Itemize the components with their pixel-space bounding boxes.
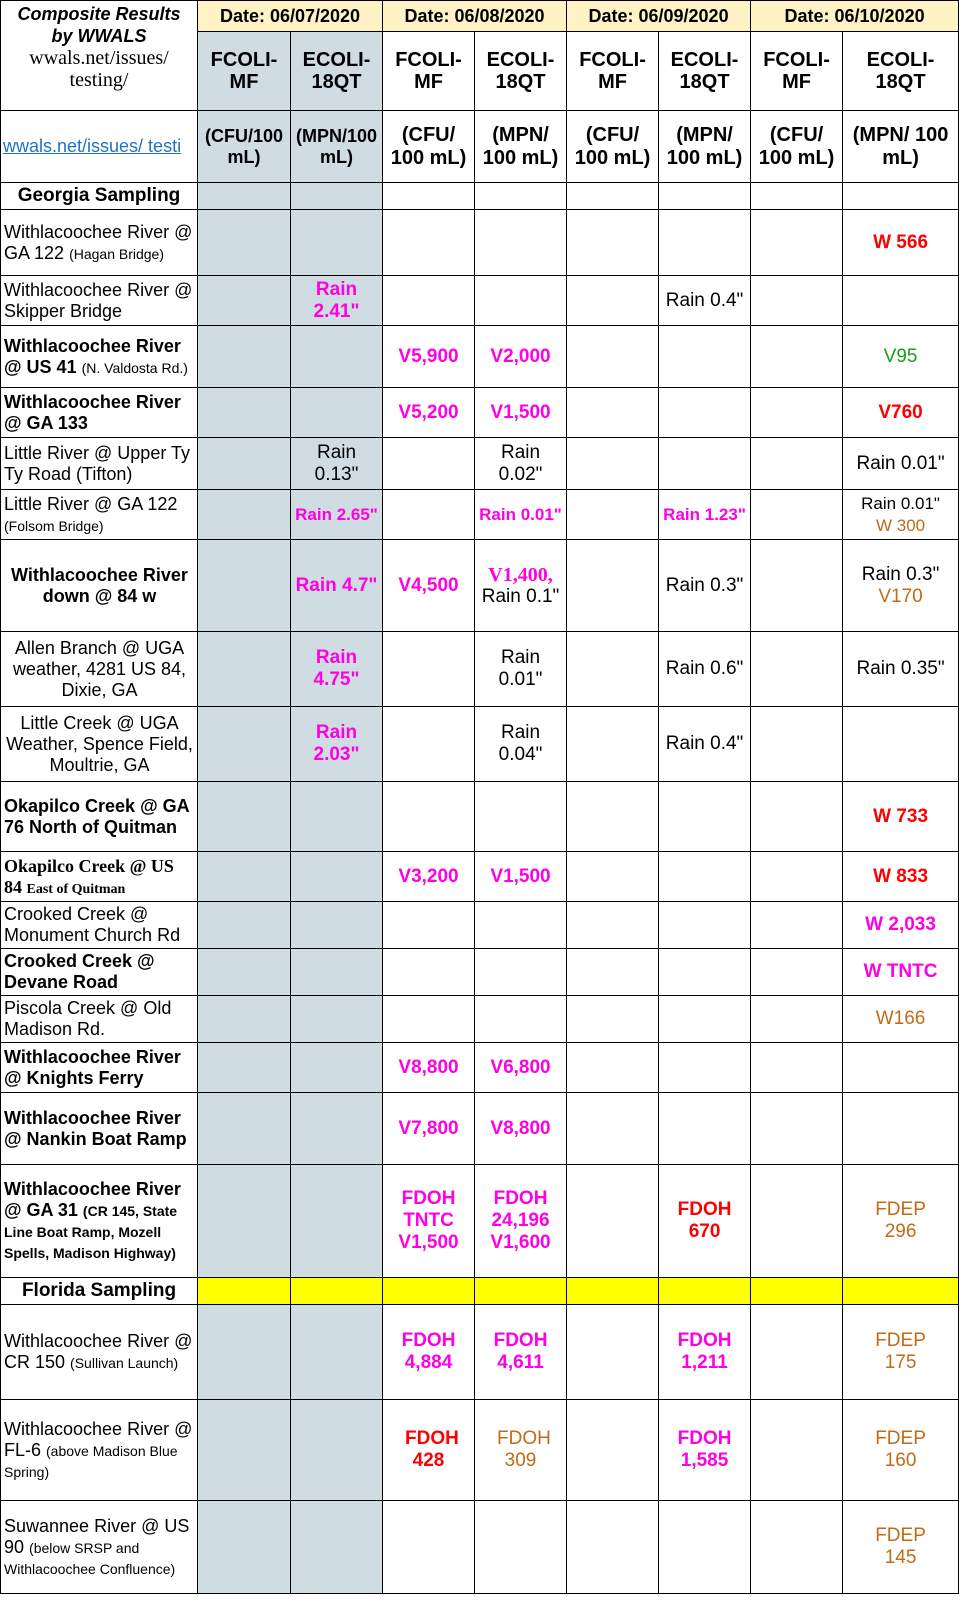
result-value: W166 (843, 996, 959, 1043)
section-bar-cell (659, 1278, 751, 1305)
result-value: Rain 4.7" (291, 540, 383, 632)
empty-cell (198, 540, 291, 632)
table-row (1, 276, 959, 326)
result-value: Rain 2.65" (291, 490, 383, 540)
empty-cell (751, 183, 843, 210)
rain-value: Rain 0.01" (861, 493, 940, 513)
empty-cell (567, 707, 659, 782)
site-main: Crooked Creek @ Monument Church Rd (4, 904, 181, 945)
site-name (1, 902, 198, 949)
empty-cell (567, 540, 659, 632)
site-main: Okapilco Creek @ GA 76 North of Quitman (4, 795, 189, 837)
result-value: V1,500 (475, 852, 567, 902)
site-sub: (Folsom Bridge) (4, 517, 104, 534)
result-value: V8,800 (475, 1093, 567, 1165)
empty-cell (198, 1400, 291, 1501)
empty-cell (383, 996, 475, 1043)
empty-cell (291, 1165, 383, 1278)
result-value: FDOH 1,211 (659, 1305, 751, 1400)
empty-cell (198, 183, 291, 210)
empty-cell (291, 326, 383, 388)
site-name (1, 438, 198, 490)
empty-cell (751, 1305, 843, 1400)
empty-cell (383, 1501, 475, 1594)
empty-cell (567, 852, 659, 902)
site-main: Okapilco Creek @ US 84 (4, 855, 174, 897)
site-sub: (CR 145, State Line Boat Ramp, Mozell Spells, Madison Highway) (4, 1203, 178, 1261)
empty-cell (567, 1501, 659, 1594)
empty-cell (843, 707, 959, 782)
empty-cell (567, 1043, 659, 1093)
result-value: V95 (843, 326, 959, 388)
title-line2: by WWALS (51, 26, 147, 46)
empty-cell (751, 852, 843, 902)
result-value (475, 540, 567, 632)
table-row (1, 540, 959, 632)
empty-cell (751, 540, 843, 632)
site-main: Withlacoochee River @ GA 31 (4, 1179, 181, 1220)
empty-cell (475, 996, 567, 1043)
table-row (1, 490, 959, 540)
empty-cell (567, 183, 659, 210)
empty-cell (198, 210, 291, 276)
empty-cell (383, 902, 475, 949)
empty-cell (843, 1043, 959, 1093)
site-name (1, 949, 198, 996)
result-value: Rain 0.02" (475, 438, 567, 490)
result-value: FDEP 145 (843, 1501, 959, 1594)
date-header-1: Date: 06/07/2020 (198, 1, 383, 32)
param-ecoli-1: ECOLI-18QT (291, 32, 383, 111)
empty-cell (475, 210, 567, 276)
empty-cell (475, 1501, 567, 1594)
empty-cell (659, 1093, 751, 1165)
result-value: Rain 0.35" (843, 632, 959, 707)
result-value: V5,900 (383, 326, 475, 388)
site-main: Little River @ Upper Ty Ty Road (Tifton) (4, 442, 191, 484)
empty-cell (843, 183, 959, 210)
result-value: Rain 0.04" (475, 707, 567, 782)
empty-cell (567, 1165, 659, 1278)
site-main: Withlacoochee River @ GA 122 (4, 221, 193, 263)
site-sub: East of Quitman (26, 881, 126, 897)
site-main: Withlacoochee River @ Knights Ferry (4, 1046, 181, 1088)
site-main: Allen Branch @ UGA weather, 4281 US 84, Dixie, GA (12, 637, 187, 700)
site-name (1, 1305, 198, 1400)
site-main: Little River @ GA 122 (4, 493, 178, 514)
site-main: Withlacoochee River down @ 84 w (11, 564, 188, 606)
site-name (1, 1043, 198, 1093)
result-value: Rain 0.4" (659, 276, 751, 326)
site-name (1, 1093, 198, 1165)
empty-cell (383, 490, 475, 540)
result-value: FDEP 296 (843, 1165, 959, 1278)
result-value: FDOH 4,884 (383, 1305, 475, 1400)
empty-cell (291, 1501, 383, 1594)
empty-cell (567, 1400, 659, 1501)
param-fcoli-1: FCOLI-MF (198, 32, 291, 111)
site-name (1, 852, 198, 902)
empty-cell (291, 1305, 383, 1400)
result-value: Rain 4.75" (291, 632, 383, 707)
site-name (1, 1501, 198, 1594)
empty-cell (567, 902, 659, 949)
empty-cell (751, 949, 843, 996)
empty-cell (567, 996, 659, 1043)
site-name (1, 210, 198, 276)
section-bar-cell (843, 1278, 959, 1305)
table-row (1, 632, 959, 707)
empty-cell (751, 1093, 843, 1165)
site-main: Withlacoochee River @ Skipper Bridge (4, 279, 193, 321)
site-main: Withlacoochee River @ CR 150 (4, 1331, 193, 1372)
site-name (1, 540, 198, 632)
florida-section-row (1, 1278, 959, 1305)
empty-cell (198, 1501, 291, 1594)
empty-cell (198, 276, 291, 326)
result-value: FDOH 309 (475, 1400, 567, 1501)
title-line1: Composite Results (17, 4, 181, 24)
empty-cell (659, 902, 751, 949)
empty-cell (291, 1400, 383, 1501)
result-value: Rain 2.03" (291, 707, 383, 782)
unit-cfu-3: (CFU/ 100 mL) (567, 111, 659, 183)
empty-cell (567, 632, 659, 707)
site-main: Piscola Creek @ Old Madison Rd. (4, 998, 172, 1039)
site-main: Withlacoochee River @ GA 133 (4, 391, 181, 433)
empty-cell (567, 1093, 659, 1165)
site-sub: (above Madison Blue Spring) (4, 1442, 178, 1480)
empty-cell (751, 1400, 843, 1501)
empty-cell (567, 490, 659, 540)
result-value: V3,200 (383, 852, 475, 902)
empty-cell (567, 388, 659, 438)
result-value: Rain 1.23" (659, 490, 751, 540)
result-value: FDEP 175 (843, 1305, 959, 1400)
empty-cell (198, 782, 291, 852)
empty-cell (475, 782, 567, 852)
section-bar-cell (383, 1278, 475, 1305)
empty-cell (383, 782, 475, 852)
site-main: Withlacoochee River @ Nankin Boat Ramp (4, 1107, 187, 1149)
section-bar-cell (475, 1278, 567, 1305)
empty-cell (659, 996, 751, 1043)
empty-cell (659, 210, 751, 276)
empty-cell (291, 902, 383, 949)
empty-cell (383, 183, 475, 210)
site-name (1, 996, 198, 1043)
result-value: FDOH 428 (383, 1400, 475, 1501)
empty-cell (751, 996, 843, 1043)
table-row (1, 852, 959, 902)
empty-cell (567, 1305, 659, 1400)
empty-cell (475, 949, 567, 996)
empty-cell (751, 490, 843, 540)
section-bar-cell (198, 1278, 291, 1305)
empty-cell (751, 1043, 843, 1093)
date-header-2: Date: 06/08/2020 (383, 1, 567, 32)
unit-mpn-4: (MPN/ 100 mL) (843, 111, 959, 183)
empty-cell (751, 388, 843, 438)
result-value: V4,500 (383, 540, 475, 632)
result-value: FDEP 160 (843, 1400, 959, 1501)
site-main: Withlacoochee River @ FL-6 (4, 1418, 193, 1460)
site-name (1, 276, 198, 326)
param-ecoli-4: ECOLI-18QT (843, 32, 959, 111)
title-line4: testing/ (69, 69, 129, 91)
empty-cell (291, 210, 383, 276)
georgia-section-label: Georgia Sampling (1, 183, 198, 210)
empty-cell (291, 996, 383, 1043)
table-row (1, 438, 959, 490)
table-title (1, 1, 198, 111)
empty-cell (198, 1305, 291, 1400)
empty-cell (291, 1043, 383, 1093)
empty-cell (198, 707, 291, 782)
table-row (1, 1501, 959, 1594)
empty-cell (198, 1093, 291, 1165)
result-value: Rain 2.41" (291, 276, 383, 326)
empty-cell (659, 852, 751, 902)
result-value: Rain 0.13" (291, 438, 383, 490)
empty-cell (198, 1043, 291, 1093)
site-main: Little Creek @ UGA Weather, Spence Field, Moultrie, GA (6, 712, 193, 775)
empty-cell (659, 1501, 751, 1594)
result-value: V760 (843, 388, 959, 438)
table-row (1, 902, 959, 949)
table-row (1, 388, 959, 438)
result-value: Rain 0.01" (475, 490, 567, 540)
param-ecoli-3: ECOLI-18QT (659, 32, 751, 111)
result-value: V6,800 (475, 1043, 567, 1093)
empty-cell (198, 490, 291, 540)
testing-link[interactable]: wwals.net/issues/ testi (1, 111, 198, 183)
site-main: Crooked Creek @ Devane Road (4, 951, 155, 992)
empty-cell (291, 782, 383, 852)
table-row (1, 1165, 959, 1278)
result-value: W 566 (843, 210, 959, 276)
empty-cell (659, 438, 751, 490)
florida-section-label: Florida Sampling (1, 1278, 198, 1305)
result-value (843, 540, 959, 632)
empty-cell (659, 326, 751, 388)
lab-value: V1,400, (488, 563, 553, 586)
table-row (1, 1093, 959, 1165)
section-bar-cell (567, 1278, 659, 1305)
empty-cell (475, 183, 567, 210)
empty-cell (198, 388, 291, 438)
empty-cell (198, 632, 291, 707)
result-value: V5,200 (383, 388, 475, 438)
lab-value: W 300 (875, 515, 926, 535)
param-fcoli-3: FCOLI-MF (567, 32, 659, 111)
empty-cell (843, 1093, 959, 1165)
empty-cell (659, 388, 751, 438)
empty-cell (383, 632, 475, 707)
result-value: W TNTC (843, 949, 959, 996)
empty-cell (198, 996, 291, 1043)
empty-cell (659, 782, 751, 852)
empty-cell (843, 276, 959, 326)
table-row (1, 1400, 959, 1501)
empty-cell (475, 902, 567, 949)
empty-cell (567, 438, 659, 490)
empty-cell (198, 852, 291, 902)
unit-cfu-4: (CFU/ 100 mL) (751, 111, 843, 183)
empty-cell (291, 1093, 383, 1165)
empty-cell (567, 210, 659, 276)
empty-cell (751, 707, 843, 782)
site-sub: (Hagan Bridge) (69, 245, 164, 262)
unit-mpn-1: (MPN/100 mL) (291, 111, 383, 183)
unit-cfu-2: (CFU/ 100 mL) (383, 111, 475, 183)
site-name (1, 782, 198, 852)
empty-cell (383, 276, 475, 326)
param-fcoli-2: FCOLI-MF (383, 32, 475, 111)
empty-cell (751, 1165, 843, 1278)
result-value: V8,800 (383, 1043, 475, 1093)
result-value: FDOH 24,196 V1,600 (475, 1165, 567, 1278)
result-value: V1,500 (475, 388, 567, 438)
site-name (1, 388, 198, 438)
empty-cell (383, 438, 475, 490)
result-value: Rain 0.01" (475, 632, 567, 707)
unit-mpn-3: (MPN/ 100 mL) (659, 111, 751, 183)
empty-cell (291, 388, 383, 438)
result-value: Rain 0.4" (659, 707, 751, 782)
site-name (1, 632, 198, 707)
empty-cell (291, 183, 383, 210)
empty-cell (198, 949, 291, 996)
empty-cell (567, 326, 659, 388)
site-sub: (below SRSP and Withlacoochee Confluence) (4, 1539, 176, 1577)
result-value: Rain 0.01" (843, 438, 959, 490)
lab-value: V170 (878, 585, 923, 607)
result-value: W 833 (843, 852, 959, 902)
site-main: Withlacoochee River @ US 41 (4, 335, 181, 377)
empty-cell (659, 183, 751, 210)
param-fcoli-4: FCOLI-MF (751, 32, 843, 111)
result-value: Rain 0.6" (659, 632, 751, 707)
empty-cell (751, 276, 843, 326)
table-row (1, 1043, 959, 1093)
table-row (1, 210, 959, 276)
site-main: Suwannee River @ US 90 (4, 1515, 190, 1557)
empty-cell (751, 782, 843, 852)
section-bar-cell (291, 1278, 383, 1305)
empty-cell (567, 782, 659, 852)
empty-cell (659, 1043, 751, 1093)
unit-mpn-2: (MPN/ 100 mL) (475, 111, 567, 183)
empty-cell (198, 438, 291, 490)
empty-cell (751, 438, 843, 490)
site-name (1, 490, 198, 540)
empty-cell (198, 326, 291, 388)
header-unit-row (1, 111, 959, 183)
empty-cell (291, 852, 383, 902)
table-row (1, 949, 959, 996)
site-name (1, 1165, 198, 1278)
section-bar-cell (751, 1278, 843, 1305)
empty-cell (751, 326, 843, 388)
empty-cell (383, 210, 475, 276)
empty-cell (291, 949, 383, 996)
rain-value: Rain 0.1" (481, 585, 560, 607)
header-date-row (1, 1, 959, 32)
empty-cell (383, 949, 475, 996)
site-sub: (N. Valdosta Rd.) (81, 359, 188, 376)
site-name (1, 326, 198, 388)
table-row (1, 707, 959, 782)
table-row (1, 996, 959, 1043)
result-value: W 2,033 (843, 902, 959, 949)
empty-cell (751, 902, 843, 949)
result-value: FDOH 4,611 (475, 1305, 567, 1400)
empty-cell (475, 276, 567, 326)
empty-cell (567, 276, 659, 326)
param-ecoli-2: ECOLI-18QT (475, 32, 567, 111)
result-value: V7,800 (383, 1093, 475, 1165)
rain-value: Rain 0.3" (861, 563, 940, 585)
empty-cell (751, 632, 843, 707)
empty-cell (198, 902, 291, 949)
table-row (1, 326, 959, 388)
table-row (1, 782, 959, 852)
site-name (1, 1400, 198, 1501)
result-value: Rain 0.3" (659, 540, 751, 632)
site-sub: (Sullivan Launch) (70, 1355, 179, 1371)
result-value: FDOH TNTC V1,500 (383, 1165, 475, 1278)
date-header-4: Date: 06/10/2020 (751, 1, 959, 32)
title-line3: wwals.net/issues/ (29, 47, 169, 69)
result-value: V2,000 (475, 326, 567, 388)
result-value: W 733 (843, 782, 959, 852)
empty-cell (567, 949, 659, 996)
empty-cell (751, 1501, 843, 1594)
result-value: FDOH 1,585 (659, 1400, 751, 1501)
empty-cell (751, 210, 843, 276)
result-value: FDOH 670 (659, 1165, 751, 1278)
table-row (1, 1305, 959, 1400)
georgia-section-row (1, 183, 959, 210)
date-header-3: Date: 06/09/2020 (567, 1, 751, 32)
empty-cell (198, 1165, 291, 1278)
empty-cell (383, 707, 475, 782)
result-value (843, 490, 959, 540)
unit-cfu-1: (CFU/100 mL) (198, 111, 291, 183)
empty-cell (659, 949, 751, 996)
site-name (1, 707, 198, 782)
